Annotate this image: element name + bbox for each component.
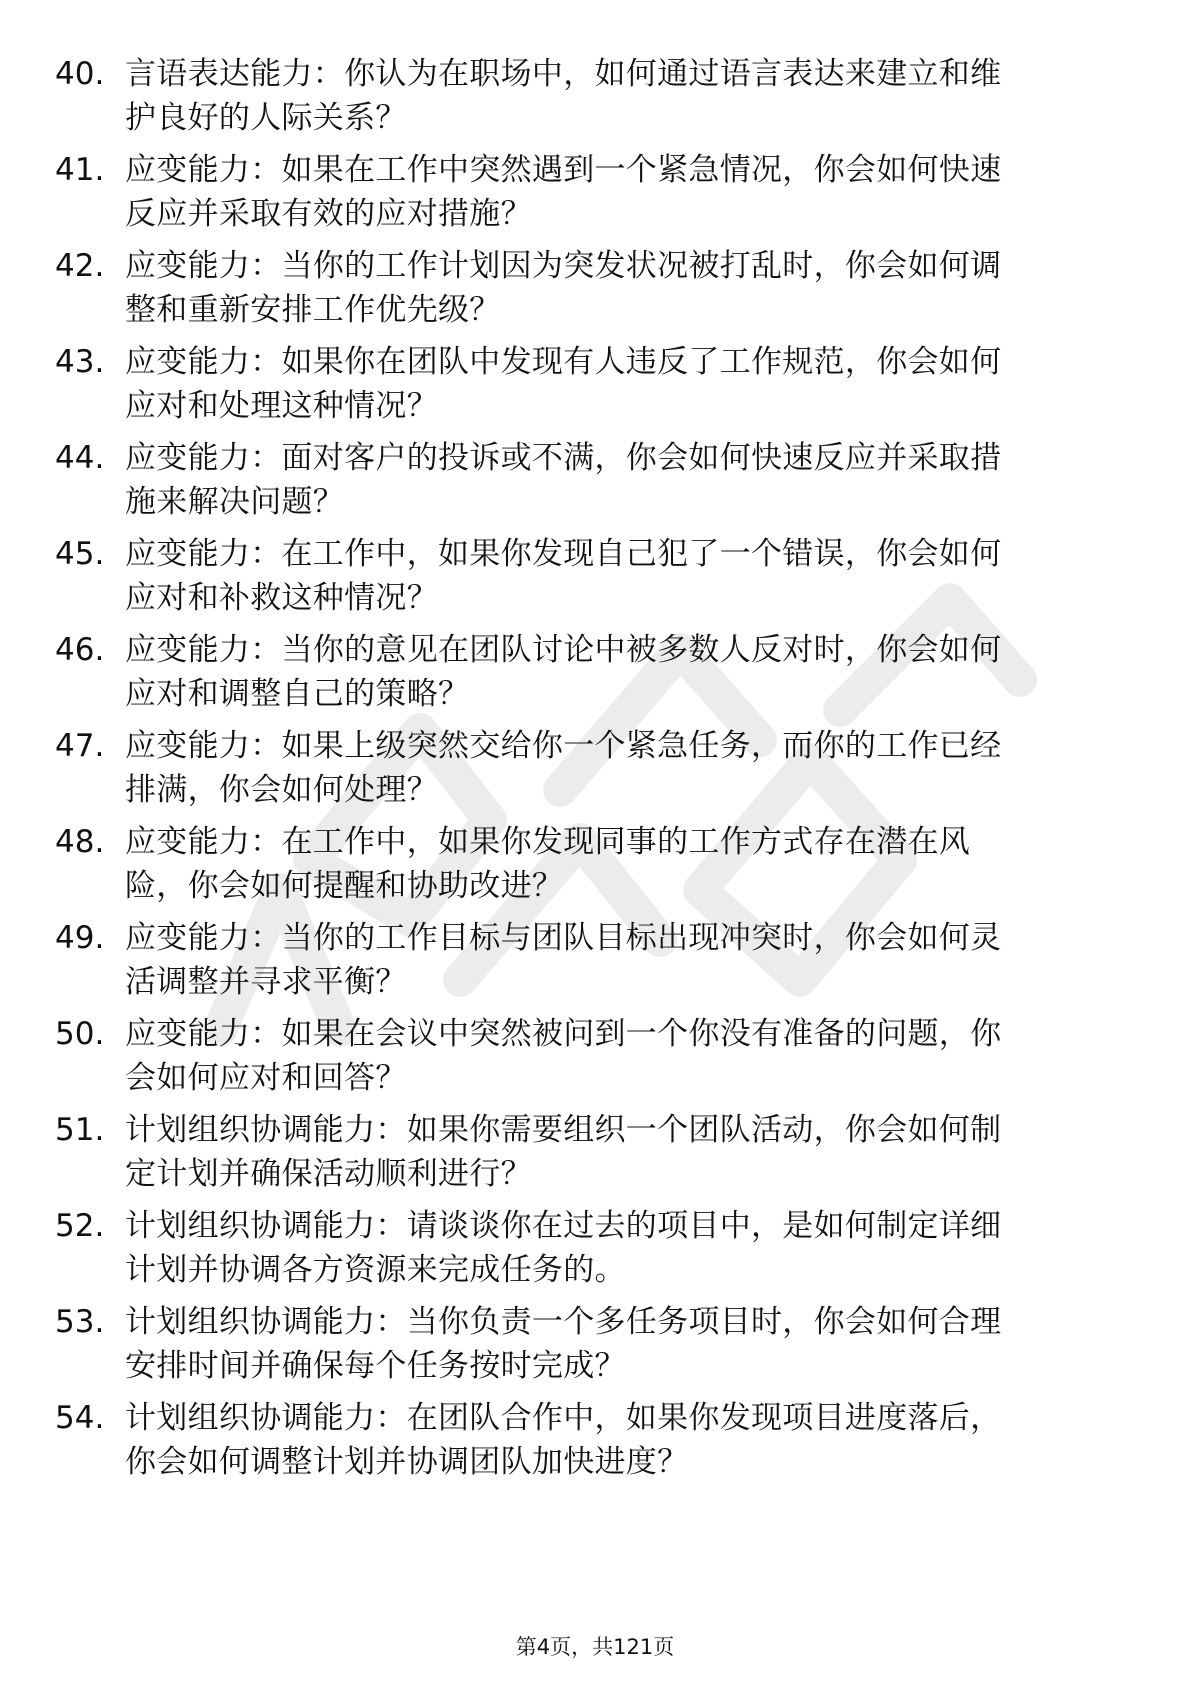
question-line: 安排时间并确保每个任务按时完成？ [125,1348,626,1384]
question-item [0,628,1190,718]
question-text [125,340,1125,428]
question-number: 50. [55,1016,105,1052]
question-text [125,916,1125,1004]
question-line: 险，你会如何提醒和协助改进？ [125,868,564,904]
question-line: 会如何应对和回答？ [125,1060,407,1096]
question-item [0,1300,1190,1390]
question-number: 42. [55,248,105,284]
watermark-text: 职业资料库 [640,890,645,891]
question-line: 活调整并寻求平衡？ [125,964,407,1000]
question-number: 44. [55,440,105,476]
question-text [125,52,1125,140]
question-item [0,340,1190,430]
question-line: 应对和处理这种情况？ [125,388,438,424]
question-line: 应变能力：如果在会议中突然被问到一个你没有准备的问题，你 [125,1016,1002,1052]
question-number: 54. [55,1400,105,1436]
question-item [0,1204,1190,1294]
question-text [125,1108,1125,1196]
page-footer [0,1633,1190,1661]
question-line: 施来解决问题？ [125,484,345,520]
question-line: 应变能力：当你的工作目标与团队目标出现冲突时，你会如何灵 [125,920,1002,956]
question-line: 计划组织协调能力：请谈谈你在过去的项目中，是如何制定详细 [125,1208,1002,1244]
question-item [0,1108,1190,1198]
question-text [125,1204,1125,1292]
question-line: 计划组织协调能力：在团队合作中，如果你发现项目进度落后， [125,1400,1002,1436]
question-line: 反应并采取有效的应对措施？ [125,196,532,232]
question-line: 应变能力：如果你在团队中发现有人违反了工作规范，你会如何 [125,344,1002,380]
question-line: 应对和调整自己的策略？ [125,676,470,712]
question-number: 46. [55,632,105,668]
question-text [125,724,1125,812]
question-item [0,1012,1190,1102]
question-item [0,532,1190,622]
question-line: 应变能力：如果上级突然交给你一个紧急任务，而你的工作已经 [125,728,1002,764]
question-item [0,52,1190,142]
page-number-label: 第4页，共121页 [515,1635,675,1659]
question-line: 排满，你会如何处理？ [125,772,438,808]
question-line: 言语表达能力：你认为在职场中，如何通过语言表达来建立和维 [125,56,1002,92]
question-line: 应变能力：当你的工作计划因为突发状况被打乱时，你会如何调 [125,248,1002,284]
question-line: 计划并协调各方资源来完成任务的。 [125,1252,626,1288]
question-text [125,532,1125,620]
question-line: 应变能力：在工作中，如果你发现自己犯了一个错误，你会如何 [125,536,1002,572]
question-item [0,436,1190,526]
question-item [0,1396,1190,1486]
question-line: 计划组织协调能力：当你负责一个多任务项目时，你会如何合理 [125,1304,1002,1340]
question-number: 49. [55,920,105,956]
question-number: 47. [55,728,105,764]
question-line: 护良好的人际关系？ [125,100,407,136]
question-text [125,148,1125,236]
question-line: 计划组织协调能力：如果你需要组织一个团队活动，你会如何制 [125,1112,1002,1148]
question-text [125,1396,1125,1484]
question-item [0,148,1190,238]
question-text [125,436,1125,524]
question-number: 48. [55,824,105,860]
question-item [0,916,1190,1006]
question-number: 45. [55,536,105,572]
question-text [125,244,1125,332]
question-item [0,724,1190,814]
question-text [125,820,1125,908]
question-line: 你会如何调整计划并协调团队加快进度？ [125,1444,689,1480]
question-text [125,628,1125,716]
question-number: 53. [55,1304,105,1340]
question-item [0,244,1190,334]
question-text [125,1012,1125,1100]
question-line: 整和重新安排工作优先级？ [125,292,501,328]
question-line: 应变能力：在工作中，如果你发现同事的工作方式存在潜在风 [125,824,971,860]
question-line: 定计划并确保活动顺利进行？ [125,1156,532,1192]
question-number: 51. [55,1112,105,1148]
question-line: 应对和补救这种情况？ [125,580,438,616]
question-text [125,1300,1125,1388]
question-number: 40. [55,56,105,92]
question-number: 41. [55,152,105,188]
question-number: 43. [55,344,105,380]
question-line: 应变能力：如果在工作中突然遇到一个紧急情况，你会如何快速 [125,152,1002,188]
question-line: 应变能力：当你的意见在团队讨论中被多数人反对时，你会如何 [125,632,1002,668]
question-line: 应变能力：面对客户的投诉或不满，你会如何快速反应并采取措 [125,440,1002,476]
question-item [0,820,1190,910]
question-number: 52. [55,1208,105,1244]
